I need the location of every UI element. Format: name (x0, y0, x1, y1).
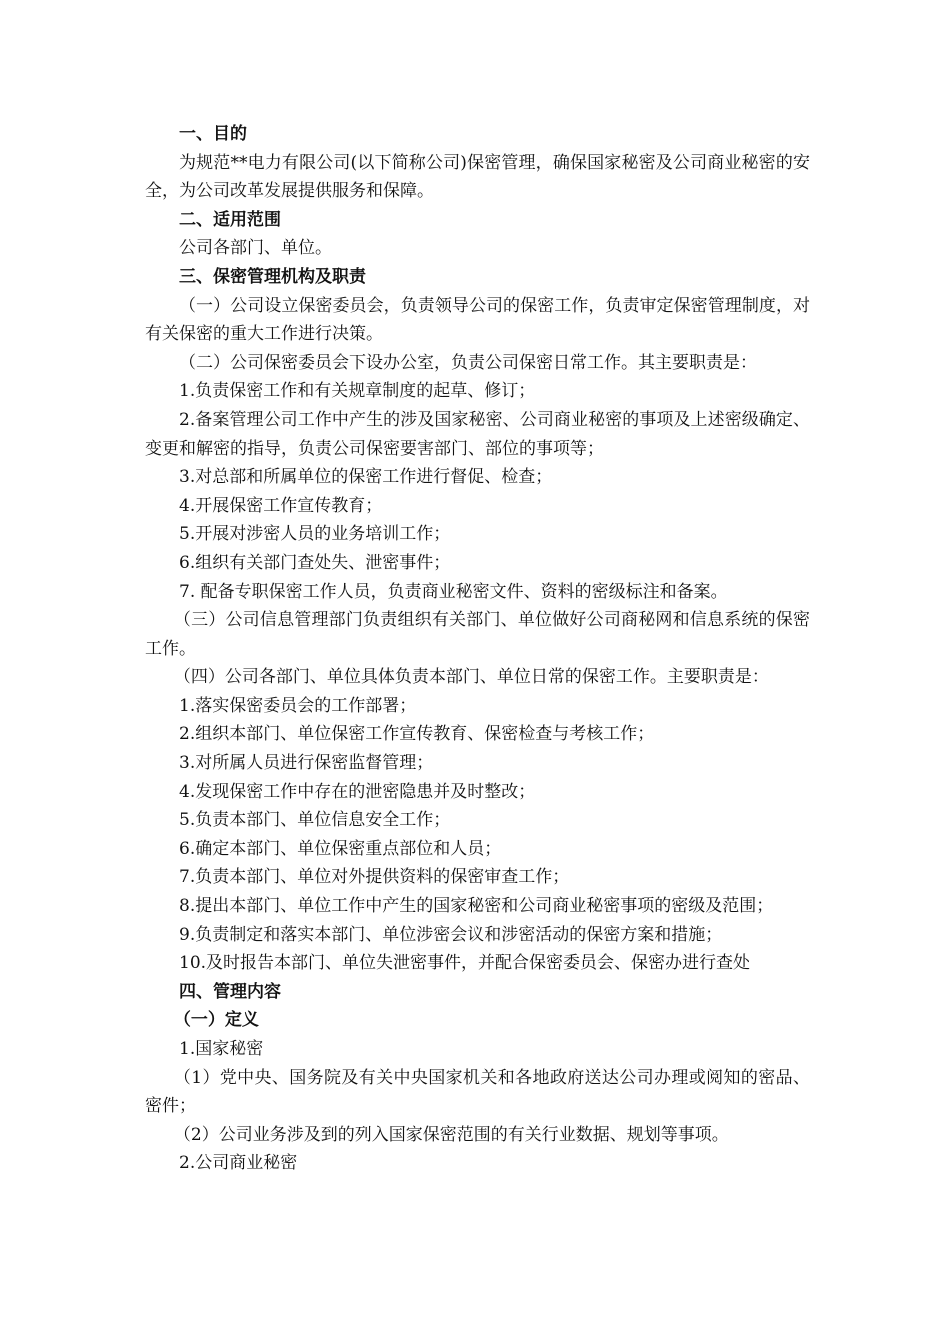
paragraph-org-1: （一）公司设立保密委员会，负责领导公司的保密工作，负责审定保密管理制度，对有关保密的重大工作进行决策。 (145, 295, 810, 345)
list-item: 6.组织有关部门查处失、泄密事件； (179, 552, 451, 573)
list-item: 5.负责本部门、单位信息安全工作； (179, 810, 451, 831)
list-item: 2.公司商业秘密 (179, 1153, 298, 1174)
list-item: （1）党中央、国务院及有关中央国家机关和各地政府送达公司办理或阅知的密品、密件； (145, 1067, 810, 1117)
list-item: 4.发现保密工作中存在的泄密隐患并及时整改； (179, 781, 536, 802)
list-item: 4.开展保密工作宣传教育； (179, 495, 383, 516)
list-item: 3.对总部和所属单位的保密工作进行督促、检查； (179, 467, 553, 488)
list-item: 10.及时报告本部门、单位失泄密事件，并配合保密委员会、保密办进行查处 (179, 953, 751, 974)
list-item: 3.对所属人员进行保密监督管理； (179, 753, 434, 774)
paragraph-purpose: 为规范**电力有限公司(以下简称公司)保密管理，确保国家秘密及公司商业秘密的安全，为公司改革发展提供服务和保障。 (145, 152, 810, 202)
paragraph-org-4: （四）公司各部门、单位具体负责本部门、单位日常的保密工作。主要职责是： (173, 667, 769, 688)
list-item: （2）公司业务涉及到的列入国家保密范围的有关行业数据、规划等事项。 (173, 1124, 729, 1145)
section-heading-purpose: 一、目的 (179, 124, 247, 144)
list-item: 7. 配备专职保密工作人员，负责商业秘密文件、资料的密级标注和备案。 (179, 581, 728, 602)
section-heading-organization: 三、保密管理机构及职责 (179, 266, 366, 287)
list-item: 1.落实保密委员会的工作部署； (179, 695, 417, 716)
list-item: 1.负责保密工作和有关规章制度的起草、修订； (179, 381, 536, 402)
list-item: 6.确定本部门、单位保密重点部位和人员； (179, 838, 502, 859)
list-item: 9.负责制定和落实本部门、单位涉密会议和涉密活动的保密方案和措施； (179, 924, 723, 945)
list-item: 8.提出本部门、单位工作中产生的国家秘密和公司商业秘密事项的密级及范围； (179, 896, 774, 917)
list-item: 2.组织本部门、单位保密工作宣传教育、保密检查与考核工作； (179, 724, 655, 745)
list-item: 1.国家秘密 (179, 1039, 264, 1059)
subsection-heading-definition: （一）定义 (173, 1010, 259, 1031)
paragraph-org-2: （二）公司保密委员会下设办公室，负责公司保密日常工作。其主要职责是： (179, 352, 757, 373)
paragraph-org-3: （三）公司信息管理部门负责组织有关部门、单位做好公司商秘网和信息系统的保密工作。 (145, 610, 810, 659)
document-body (145, 120, 810, 1178)
section-heading-management: 四、管理内容 (179, 981, 281, 1002)
paragraph-scope: 公司各部门、单位。 (179, 238, 332, 259)
list-item: 7.负责本部门、单位对外提供资料的保密审查工作； (179, 867, 570, 888)
list-item: 2.备案管理公司工作中产生的涉及国家秘密、公司商业秘密的事项及上述密级确定、变更和解密的指导，负责公司保密要害部门、部位的事项等； (145, 409, 810, 459)
list-item: 5.开展对涉密人员的业务培训工作； (179, 524, 451, 545)
section-heading-scope: 二、适用范围 (179, 209, 281, 230)
